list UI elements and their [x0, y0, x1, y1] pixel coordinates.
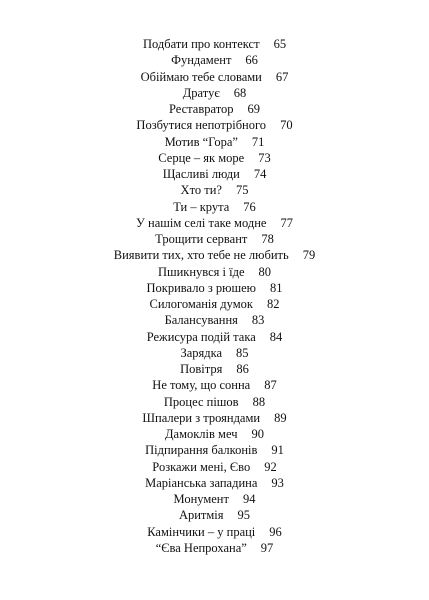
toc-entry-page: 65 [273, 37, 287, 51]
toc-entry [0, 182, 429, 198]
toc-entry-page: 84 [269, 329, 283, 344]
toc-entry-page: 91 [271, 443, 284, 458]
toc-entry-page: 97 [260, 540, 274, 555]
toc-entry-title: У нашім селі таке модне [136, 215, 267, 230]
toc-entry-page: 66 [245, 53, 258, 68]
toc-entry [0, 312, 429, 328]
toc-entry-page: 76 [243, 199, 256, 214]
table-of-contents [0, 36, 429, 556]
toc-entry-title: Камінчики – у праці [147, 524, 256, 539]
toc-entry-page: 88 [252, 394, 266, 409]
toc-entry-title: Пшикнувся і їде [157, 264, 245, 279]
toc-entry [0, 199, 429, 215]
toc-entry [0, 215, 429, 231]
toc-entry-title: Щасливі люди [162, 167, 240, 181]
toc-entry [0, 475, 429, 491]
toc-entry-title: Повітря [180, 362, 223, 376]
toc-entry-page: 69 [247, 102, 261, 116]
toc-entry-page: 70 [280, 118, 293, 133]
toc-entry [0, 264, 429, 280]
toc-entry [0, 442, 429, 458]
toc-entry [0, 329, 429, 345]
toc-entry [0, 117, 429, 133]
toc-entry-title: Монумент [173, 492, 229, 506]
toc-entry [0, 394, 429, 410]
toc-entry-title: Обіймаю тебе словами [140, 69, 262, 84]
toc-entry-title: Дамоклів меч [165, 427, 238, 441]
toc-entry-page: 82 [266, 297, 280, 311]
toc-entry [0, 36, 429, 52]
toc-entry-page: 75 [235, 183, 249, 198]
toc-entry [0, 426, 429, 442]
toc-entry-title: Дратує [182, 85, 220, 100]
toc-entry [0, 345, 429, 361]
toc-entry-title: Аритмія [178, 508, 224, 523]
toc-entry-page: 68 [233, 85, 247, 100]
toc-entry [0, 361, 429, 377]
toc-entry-title: Зарядка [180, 345, 223, 360]
toc-entry-page: 71 [251, 134, 265, 149]
toc-entry [0, 280, 429, 296]
toc-entry-page: 81 [269, 280, 283, 295]
toc-entry-page: 95 [237, 508, 251, 523]
toc-entry [0, 507, 429, 523]
toc-entry-page: 90 [251, 427, 264, 441]
toc-entry-title: Позбутися непотрібного [136, 118, 267, 133]
toc-entry-title: Подбати про контекст [142, 37, 260, 51]
toc-entry [0, 540, 429, 556]
toc-entry [0, 166, 429, 182]
toc-entry-title: Підпирання балконів [145, 443, 258, 458]
toc-entry-page: 85 [236, 345, 249, 360]
toc-entry-title: Розкажи мені, Єво [152, 459, 251, 474]
toc-entry [0, 377, 429, 393]
toc-entry-title: Ти – крута [173, 199, 230, 214]
toc-entry [0, 459, 429, 475]
toc-entry-title: “Єва Непрохана” [155, 540, 247, 555]
toc-entry-title: Мотив “Гора” [164, 134, 238, 149]
toc-entry-title: Виявити тих, хто тебе не любить [113, 248, 289, 263]
toc-entry-page: 77 [280, 215, 293, 230]
toc-entry [0, 150, 429, 166]
toc-entry-page: 79 [302, 248, 316, 263]
toc-entry [0, 491, 429, 507]
toc-entry [0, 296, 429, 312]
toc-entry [0, 134, 429, 150]
toc-entry-title: Балансування [164, 313, 238, 328]
toc-entry-title: Покривало з рюшею [146, 280, 256, 295]
toc-entry-page: 86 [236, 362, 249, 376]
toc-entry-title: Режисура подій така [146, 329, 256, 344]
toc-entry-title: Шпалери з трояндами [142, 410, 261, 425]
toc-entry-title: Фундамент [171, 53, 232, 68]
toc-entry [0, 101, 429, 117]
toc-entry [0, 524, 429, 540]
toc-entry-page: 93 [271, 475, 284, 490]
toc-entry-page: 87 [264, 378, 277, 393]
toc-entry-page: 74 [253, 167, 267, 181]
toc-entry-page: 78 [261, 232, 274, 246]
toc-entry-page: 89 [274, 410, 287, 425]
toc-entry [0, 231, 429, 247]
toc-entry-title: Процес пішов [163, 394, 239, 409]
toc-entry-page: 96 [269, 524, 282, 539]
toc-entry-title: Хто ти? [180, 183, 222, 198]
toc-entry-page: 83 [251, 313, 265, 328]
toc-entry-title: Не тому, що сонна [152, 378, 251, 393]
toc-entry [0, 52, 429, 68]
toc-entry [0, 69, 429, 85]
toc-entry-page: 73 [258, 150, 271, 165]
toc-entry-title: Реставратор [168, 102, 234, 116]
toc-entry-page: 92 [264, 459, 277, 474]
toc-entry-page: 80 [258, 264, 272, 279]
toc-entry [0, 85, 429, 101]
toc-entry [0, 247, 429, 263]
toc-entry-page: 67 [275, 69, 289, 84]
toc-entry-page: 94 [242, 492, 256, 506]
toc-entry-title: Серце – як море [158, 150, 245, 165]
toc-entry [0, 410, 429, 426]
toc-entry-title: Трощити сервант [155, 232, 248, 246]
toc-entry-title: Силогоманія думок [149, 297, 253, 311]
toc-entry-title: Маріанська западина [145, 475, 258, 490]
